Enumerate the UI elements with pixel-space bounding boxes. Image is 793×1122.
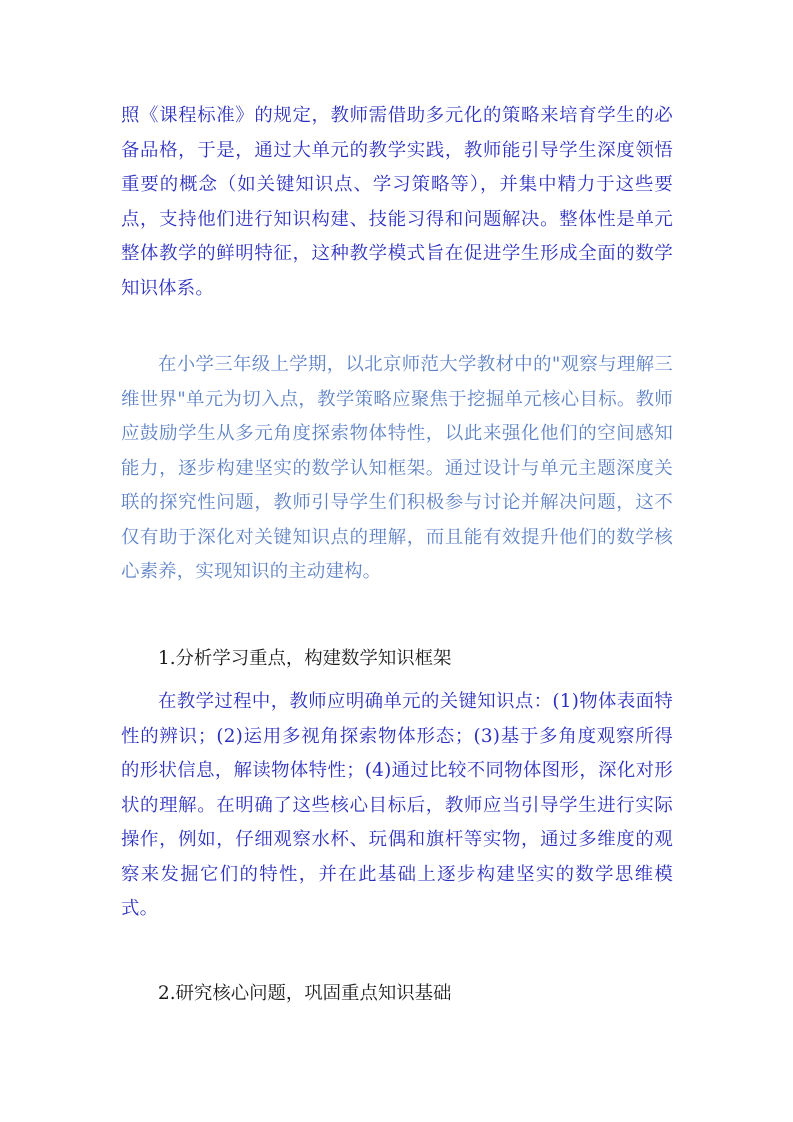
paragraph-key-knowledge-points: 在教学过程中，教师应明确单元的关键知识点：(1)物体表面特性的辨识；(2)运用多视角探索物体形态；(3)基于多角度观察所得的形状信息，解读物体特性；(4)通过比较不同物体图形，深化对形状的理解。在明确了这些核心目标后，教师应当引导学生进行实际操作，例如，仔细观察水杯、玩偶和旗杆等实物，通过多维度的观察来发掘它们的特性，并在此基础上逐步构建坚实的数学思维模式。	[121, 691, 673, 919]
paragraph-course-standard: 照《课程标准》的规定，教师需借助多元化的策略来培育学生的必备品格，于是，通过大单元的教学实践，教师能引导学生深度领悟重要的概念（如关键知识点、学习策略等），并集中精力于这些要点，支持他们进行知识构建、技能习得和问题解决。整体性是单元整体教学的鲜明特征，这种教学模式旨在促进学生形成全面的数学知识体系。	[121, 105, 673, 299]
section-heading-1: 1.分析学习重点，构建数学知识框架	[158, 648, 452, 669]
paragraph-grade-three-unit: 在小学三年级上学期，以北京师范大学教材中的"观察与理解三维世界"单元为切入点，教学策略应聚焦于挖掘单元核心目标。教师应鼓励学生从多元角度探索物体特性，以此来强化他们的空间感知能力，逐步构建坚实的数学认知框架。通过设计与单元主题深度关联的探究性问题，教师引导学生们积极参与讨论并解决问题，这不仅有助于深化对关键知识点的理解，而且能有效提升他们的数学核心素养，实现知识的主动建构。	[121, 354, 673, 582]
section-heading-2: 2.研究核心问题，巩固重点知识基础	[158, 983, 452, 1004]
